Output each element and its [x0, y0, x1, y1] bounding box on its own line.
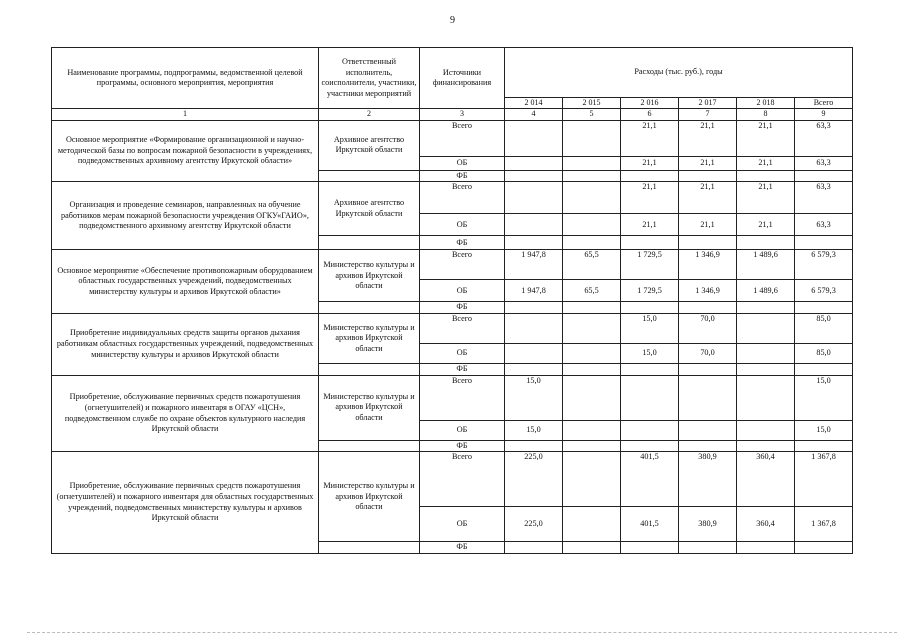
- year-value: [737, 420, 795, 440]
- year-value: [679, 420, 737, 440]
- year-value: [737, 302, 795, 314]
- year-value: [505, 364, 563, 376]
- total-value: 63,3: [795, 182, 853, 214]
- year-value: [621, 236, 679, 250]
- event-name: Основное мероприятие «Формирование организационной и научно-методической базы по вопросам пожарной безопасности в учреждениях, подведомственных архивному агентству Иркутской области»: [52, 120, 319, 182]
- year-value: 1 729,5: [621, 280, 679, 302]
- year-value: [679, 364, 737, 376]
- responsible-empty-cell: [319, 236, 420, 250]
- year-value: 15,0: [505, 420, 563, 440]
- header-year: 2 017: [679, 98, 737, 109]
- table-row: [52, 182, 853, 214]
- year-value: [621, 542, 679, 554]
- year-value: [563, 542, 621, 554]
- funding-source: ФБ: [420, 236, 505, 250]
- column-index: 1: [52, 109, 319, 120]
- table-row: [52, 120, 853, 156]
- scan-edge: [27, 632, 897, 634]
- responsible-empty-cell: [319, 364, 420, 376]
- year-value: [679, 236, 737, 250]
- total-value: 6 579,3: [795, 250, 853, 280]
- year-value: 1 489,6: [737, 280, 795, 302]
- funding-source: Всего: [420, 182, 505, 214]
- year-value: [505, 120, 563, 156]
- year-value: [563, 507, 621, 542]
- column-index: 3: [420, 109, 505, 120]
- year-value: [737, 440, 795, 452]
- total-value: [795, 364, 853, 376]
- column-index: 8: [737, 109, 795, 120]
- funding-source: Всего: [420, 452, 505, 507]
- year-value: [737, 344, 795, 364]
- header-source: Источники финансирования: [420, 48, 505, 109]
- total-value: 85,0: [795, 314, 853, 344]
- total-value: [795, 170, 853, 182]
- funding-source: ОБ: [420, 507, 505, 542]
- year-value: [621, 364, 679, 376]
- year-value: [563, 156, 621, 170]
- year-value: 21,1: [679, 156, 737, 170]
- responsible-empty-cell: [319, 440, 420, 452]
- responsible-empty-cell: [319, 170, 420, 182]
- funding-source: ФБ: [420, 170, 505, 182]
- header-expenses: Расходы (тыс. руб.), годы: [505, 48, 853, 98]
- year-value: [679, 440, 737, 452]
- responsible-executor: Министерство культуры и архивов Иркутской области: [319, 452, 420, 542]
- year-value: [563, 344, 621, 364]
- year-value: [737, 170, 795, 182]
- year-value: [505, 170, 563, 182]
- year-value: [563, 314, 621, 344]
- year-value: [563, 170, 621, 182]
- table-row: [52, 314, 853, 344]
- year-value: [505, 440, 563, 452]
- year-value: 70,0: [679, 344, 737, 364]
- total-value: 63,3: [795, 156, 853, 170]
- funding-source: Всего: [420, 250, 505, 280]
- year-value: 1 947,8: [505, 280, 563, 302]
- year-value: [679, 542, 737, 554]
- year-value: [563, 302, 621, 314]
- year-value: [505, 182, 563, 214]
- year-value: 360,4: [737, 507, 795, 542]
- year-value: 401,5: [621, 507, 679, 542]
- year-value: 21,1: [679, 214, 737, 236]
- funding-source: ОБ: [420, 156, 505, 170]
- year-value: 21,1: [737, 120, 795, 156]
- year-value: [505, 236, 563, 250]
- year-value: 21,1: [621, 182, 679, 214]
- year-value: 1 346,9: [679, 250, 737, 280]
- table-row: [52, 250, 853, 280]
- total-value: [795, 440, 853, 452]
- year-value: 380,9: [679, 452, 737, 507]
- page-number: 9: [450, 15, 455, 26]
- funding-source: Всего: [420, 314, 505, 344]
- year-value: 1 346,9: [679, 280, 737, 302]
- event-name: Приобретение, обслуживание первичных средств пожаротушения (огнетушителей) и пожарного инвентаря для областных государственных учреждений, подведомственных министерству культуры и архивов Иркутской области: [52, 452, 319, 554]
- column-index-row: [52, 109, 853, 120]
- year-value: [563, 182, 621, 214]
- responsible-empty-cell: [319, 302, 420, 314]
- year-value: [737, 314, 795, 344]
- event-name: Основное мероприятие «Обеспечение противопожарным оборудованием областных государственных учреждений, подведомственных министерству культуры и архивов Иркутской области»: [52, 250, 319, 314]
- responsible-executor: Министерство культуры и архивов Иркутской области: [319, 250, 420, 302]
- year-value: [679, 170, 737, 182]
- funding-source: ОБ: [420, 280, 505, 302]
- year-value: 21,1: [737, 182, 795, 214]
- funding-source: ФБ: [420, 302, 505, 314]
- total-value: [795, 236, 853, 250]
- header-year: 2 018: [737, 98, 795, 109]
- responsible-executor: Архивное агентство Иркутской области: [319, 120, 420, 170]
- budget-table: [51, 47, 853, 554]
- year-value: [505, 542, 563, 554]
- column-index: 4: [505, 109, 563, 120]
- column-index: 6: [621, 109, 679, 120]
- responsible-empty-cell: [319, 542, 420, 554]
- year-value: [563, 420, 621, 440]
- year-value: [505, 314, 563, 344]
- year-value: 21,1: [621, 156, 679, 170]
- year-value: [505, 344, 563, 364]
- year-value: [737, 375, 795, 420]
- column-index: 5: [563, 109, 621, 120]
- funding-source: Всего: [420, 375, 505, 420]
- table-body: [52, 48, 853, 554]
- year-value: [505, 302, 563, 314]
- year-value: [563, 452, 621, 507]
- responsible-executor: Министерство культуры и архивов Иркутской области: [319, 314, 420, 364]
- year-value: [563, 364, 621, 376]
- year-value: [679, 375, 737, 420]
- year-value: [505, 156, 563, 170]
- year-value: [563, 214, 621, 236]
- total-value: 63,3: [795, 120, 853, 156]
- responsible-executor: Министерство культуры и архивов Иркутской области: [319, 375, 420, 440]
- year-value: 1 947,8: [505, 250, 563, 280]
- funding-source: ФБ: [420, 542, 505, 554]
- year-value: [563, 375, 621, 420]
- header-responsible: Ответственный исполнитель, соисполнители, участники, участники мероприятий: [319, 48, 420, 109]
- total-value: 1 367,8: [795, 452, 853, 507]
- year-value: 21,1: [737, 156, 795, 170]
- year-value: [679, 302, 737, 314]
- year-value: 65,5: [563, 280, 621, 302]
- year-value: [621, 440, 679, 452]
- year-value: [621, 302, 679, 314]
- year-value: 225,0: [505, 507, 563, 542]
- year-value: 15,0: [505, 375, 563, 420]
- column-index: 7: [679, 109, 737, 120]
- funding-source: Всего: [420, 120, 505, 156]
- year-value: 15,0: [621, 344, 679, 364]
- year-value: 1 489,6: [737, 250, 795, 280]
- year-value: [563, 236, 621, 250]
- year-value: [621, 170, 679, 182]
- total-value: 85,0: [795, 344, 853, 364]
- funding-source: ОБ: [420, 214, 505, 236]
- table-row: [52, 375, 853, 420]
- total-value: 63,3: [795, 214, 853, 236]
- event-name: Организация и проведение семинаров, направленных на обучение работников мерам пожарной безопасности учреждения ОГКУ«ГАИО», подведомственного архивному агентству Иркутской области: [52, 182, 319, 250]
- year-value: [737, 236, 795, 250]
- funding-source: ОБ: [420, 420, 505, 440]
- year-value: [737, 542, 795, 554]
- event-name: Приобретение индивидуальных средств защиты органов дыхания работникам областных государственных учреждений, подведомственных министерству культуры и архивов Иркутской области: [52, 314, 319, 376]
- funding-source: ОБ: [420, 344, 505, 364]
- year-value: 65,5: [563, 250, 621, 280]
- table-row: [52, 452, 853, 507]
- responsible-executor: Архивное агентство Иркутской области: [319, 182, 420, 236]
- total-value: 1 367,8: [795, 507, 853, 542]
- header-name: Наименование программы, подпрограммы, ведомственной целевой программы, основного мероприятия, мероприятия: [52, 48, 319, 109]
- header-year: 2 014: [505, 98, 563, 109]
- funding-source: ФБ: [420, 440, 505, 452]
- year-value: [621, 420, 679, 440]
- year-value: 21,1: [679, 182, 737, 214]
- year-value: 360,4: [737, 452, 795, 507]
- header-year: 2 016: [621, 98, 679, 109]
- year-value: 21,1: [737, 214, 795, 236]
- year-value: [563, 440, 621, 452]
- total-value: [795, 542, 853, 554]
- year-value: 21,1: [679, 120, 737, 156]
- year-value: 401,5: [621, 452, 679, 507]
- total-value: [795, 302, 853, 314]
- year-value: 70,0: [679, 314, 737, 344]
- year-value: 15,0: [621, 314, 679, 344]
- year-value: [621, 375, 679, 420]
- year-value: [563, 120, 621, 156]
- funding-source: ФБ: [420, 364, 505, 376]
- year-value: [737, 364, 795, 376]
- year-value: 380,9: [679, 507, 737, 542]
- year-value: 225,0: [505, 452, 563, 507]
- total-value: 6 579,3: [795, 280, 853, 302]
- header-year: 2 015: [563, 98, 621, 109]
- column-index: 2: [319, 109, 420, 120]
- year-value: 21,1: [621, 120, 679, 156]
- event-name: Приобретение, обслуживание первичных средств пожаротушения (огнетушителей) и пожарного инвентаря в ОГАУ «ЦСН», подведомственном службе по охране объектов культурного наследия Иркутской области: [52, 375, 319, 452]
- year-value: [505, 214, 563, 236]
- total-value: 15,0: [795, 420, 853, 440]
- column-index: 9: [795, 109, 853, 120]
- total-value: 15,0: [795, 375, 853, 420]
- year-value: 21,1: [621, 214, 679, 236]
- year-value: 1 729,5: [621, 250, 679, 280]
- header-row: [52, 48, 853, 98]
- header-total: Всего: [795, 98, 853, 109]
